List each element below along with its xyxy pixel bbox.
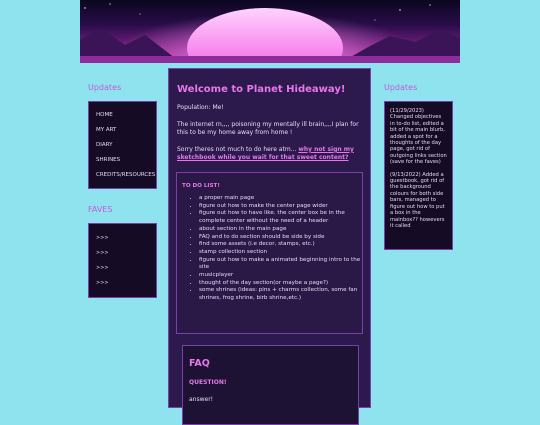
nav-item-shrines[interactable]: SHRINES [96, 157, 121, 163]
fave-link[interactable]: >>> [96, 280, 109, 286]
sketchbook-link[interactable]: why not sign my sketchbook while you wait for that sweet content? [177, 145, 354, 162]
todo-item: • musicplayer [199, 272, 362, 280]
todo-item: • figure out how to have like. the center box be in the complete center without the need of a header [199, 210, 362, 225]
population-text: Population: Me! [177, 104, 224, 111]
sorry-text [177, 146, 362, 163]
faq-section [182, 345, 359, 425]
main-content [168, 68, 371, 408]
nav-item-home[interactable]: HOME [96, 112, 113, 118]
todo-heading: TO DO LIST! [182, 183, 220, 189]
nav-menu [88, 101, 157, 189]
todo-item: • a proper main page [199, 195, 362, 203]
faq-answer: answer! [189, 396, 214, 403]
todo-item: • about section in the main page [199, 226, 362, 234]
header-banner [80, 0, 460, 63]
update-entry: (11/29/2023) Changed objectives in to-do list, edited a bit of the main blurb, added a spot for a thoughts of the day page, got rid of outgoing links section (save for the faves) [390, 108, 447, 166]
todo-item: • figure out how to make the center page wider [199, 203, 362, 211]
right-updates-heading: Updates [384, 83, 418, 92]
todo-list [177, 195, 362, 303]
faq-question: QUESTION! [189, 379, 227, 386]
todo-item: • figure out how to make a animated beginning intro to the site [199, 257, 362, 272]
nav-item-credits[interactable]: CREDITS/RESOURCES [96, 172, 156, 178]
faq-heading: FAQ [189, 358, 210, 369]
updates-log [384, 101, 453, 250]
synthwave-sun-image [80, 0, 460, 63]
fave-link[interactable]: >>> [96, 250, 109, 256]
todo-item: • FAQ and to do section should be side by side [199, 234, 362, 242]
todo-item: • some shrines (ideas: pins + charms collection, some fan shrines, frog shrine, birb shrine,etc.) [199, 287, 362, 302]
todo-item: • thought of the day section(or maybe a page?) [199, 280, 362, 288]
page-title: Welcome to Planet Hideaway! [177, 84, 346, 95]
todo-section [176, 172, 363, 334]
faves-heading: FAVES [88, 205, 113, 214]
sorry-label: Sorry theres not much to do here atm... [177, 145, 299, 153]
todo-item: • stamp collection section [199, 249, 362, 257]
fave-link[interactable]: >>> [96, 265, 109, 271]
nav-item-diary[interactable]: DIARY [96, 142, 113, 148]
faves-list [88, 223, 157, 298]
update-entry: (9/13/2022) Added a guestbook, got rid of the background colours for both side bars, managed to figure out how to put a box in the mainbox?? howevers it called [390, 171, 445, 229]
nav-item-my-art[interactable]: MY ART [96, 127, 117, 133]
fave-link[interactable]: >>> [96, 235, 109, 241]
todo-item: • find some assets (i.e decor, stamps, etc.) [199, 241, 362, 249]
intro-text: The internet rn,,,, poisoning my mentally ill brain,,,,I plan for this to be my home away from home ! [177, 120, 359, 137]
left-updates-heading: Updates [88, 83, 122, 92]
